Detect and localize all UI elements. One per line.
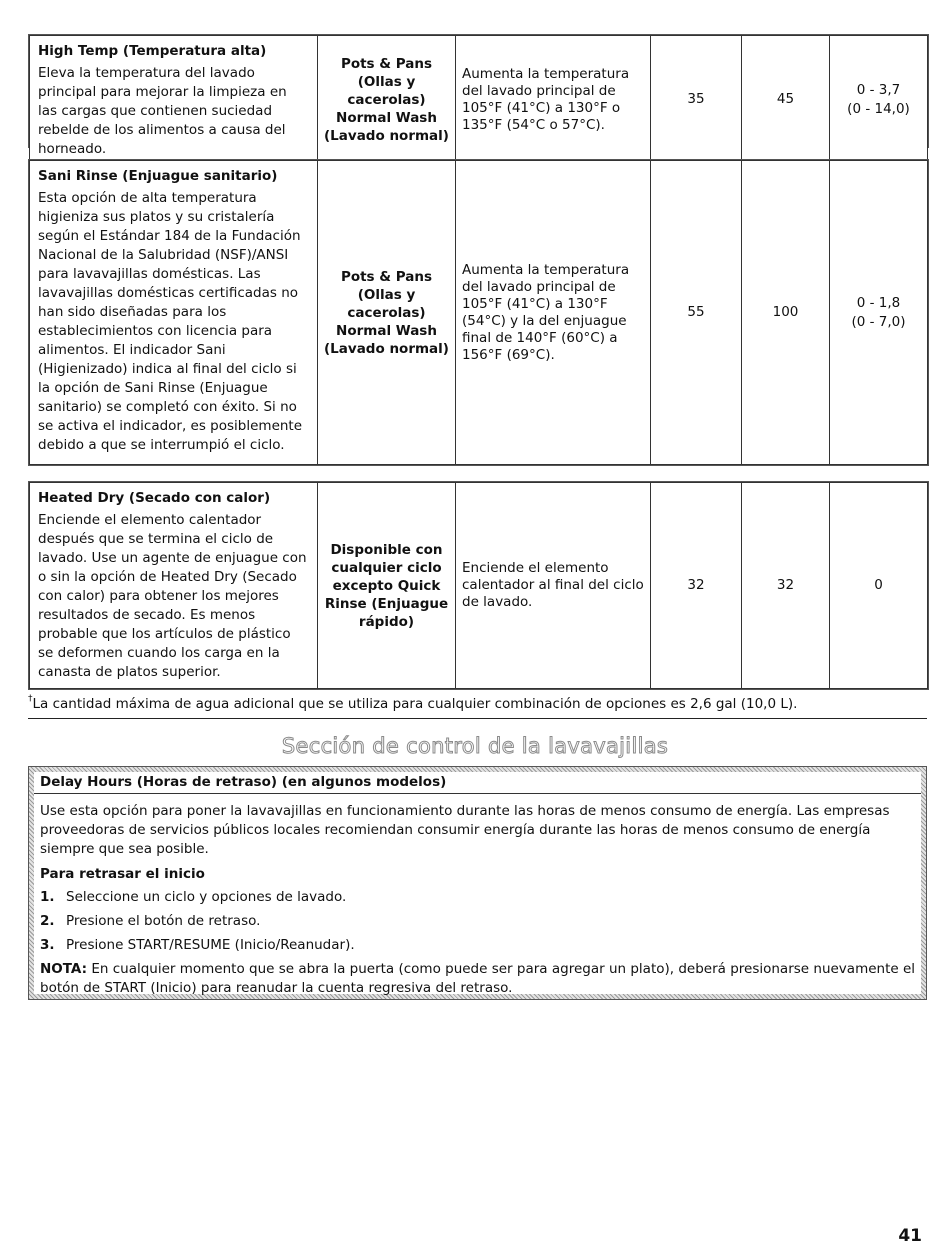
option-cycles xyxy=(318,483,456,689)
option-water xyxy=(830,483,928,689)
delay-steps xyxy=(40,888,917,955)
option-description-cell xyxy=(30,483,318,689)
footnote xyxy=(28,696,927,719)
cycle-line: cualquier ciclo xyxy=(331,559,442,576)
water-gal: 0 - 1,8 xyxy=(856,294,901,311)
cycle-line: (Lavado normal) xyxy=(324,127,449,144)
option-table xyxy=(29,35,928,164)
water-gal: 0 xyxy=(874,577,883,593)
delay-hours-panel xyxy=(34,772,921,994)
option-result: Enciende el elemento calentador al final del ciclo de lavado. xyxy=(456,483,651,689)
cycle-line: Pots & Pans xyxy=(340,55,433,72)
footnote-text: La cantidad máxima de agua adicional que se utiliza para cualquier combinación de opciones es 2,6 gal (10,0 L). xyxy=(32,696,798,712)
delay-intro: Use esta opción para poner la lavavajillas en funcionamiento durante las horas de menos consumo de energía. Las empresas proveedoras de servicios públicos locales recomiendan consumir energía durante las horas de menos consumo de energía siempre que sea posible. xyxy=(40,803,890,857)
option-block-heated-dry xyxy=(28,481,929,690)
option-description-cell xyxy=(30,161,318,465)
option-block-high-temp xyxy=(28,34,929,157)
cycle-line: Rinse (Enjuague xyxy=(324,595,449,612)
option-table xyxy=(29,482,928,689)
option-title: Sani Rinse (Enjuague sanitario) xyxy=(38,168,278,184)
cycle-line: Normal Wash xyxy=(336,322,437,339)
option-description: Eleva la temperatura del lavado principal para mejorar la limpieza en las cargas que contienen suciedad rebelde de los alimentos a causa del horneado. xyxy=(38,65,287,157)
option-result: Aumenta la temperatura del lavado principal de 105°F (41°C) a 130°F (54°C) y la del enjuague final de 140°F (60°C) a 156°F (69°C). xyxy=(456,161,651,465)
note-label: NOTA: xyxy=(40,961,88,977)
option-cycles xyxy=(318,36,456,164)
cycle-line: excepto Quick xyxy=(332,577,441,594)
water-liters: (0 - 7,0) xyxy=(851,313,906,330)
cycle-line: rápido) xyxy=(358,613,415,630)
list-item xyxy=(40,912,917,931)
cycle-line: (Ollas y xyxy=(357,73,416,90)
option-description: Enciende el elemento calentador después que se termina el ciclo de lavado. Use un agente de enjuague con o sin la opción de Heated Dry (Secado con calor) para obtener los mejores resultados de secado. Es menos probable que los artículos de plástico se deformen cuando los carga en la canasta de platos superior. xyxy=(38,512,307,680)
delay-note xyxy=(40,960,917,998)
cycle-line: Pots & Pans xyxy=(340,268,433,285)
cycle-line: Normal Wash xyxy=(336,109,437,126)
footnote-mark: † xyxy=(28,694,33,704)
cycle-line: (Ollas y xyxy=(357,286,416,303)
note-text: En cualquier momento que se abra la puerta (como puede ser para agregar un plato), deberá presionarse nuevamente el botón de START (Inicio) para reanudar la cuenta regresiva del retraso. xyxy=(40,961,916,996)
step-number: 3. xyxy=(40,937,55,953)
option-description-cell xyxy=(30,36,318,164)
water-gal: 0 - 3,7 xyxy=(856,81,901,98)
cycle-line: Disponible con xyxy=(330,541,443,558)
option-value-b: 32 xyxy=(742,483,830,689)
option-value-a: 35 xyxy=(651,36,742,164)
delay-hours-content xyxy=(34,794,921,998)
option-description: Esta opción de alta temperatura higieniza sus platos y su cristalería según el Estándar 184 de la Fundación Nacional de la Salubridad (NSF)/ANSI para lavavajillas domésticas. Las lavavajillas domésticas certificadas no han sido diseñadas para los establecimientos con licencia para alimentos. El indicador Sani (Higienizado) indica al final del ciclo si la opción de Sani Rinse (Enjuague sanitario) se completó con éxito. Si no se activa el indicador, es posiblemente debido a que se interrumpió el ciclo. xyxy=(38,190,303,453)
step-number: 2. xyxy=(40,913,55,929)
option-water xyxy=(830,36,928,164)
step-number: 1. xyxy=(40,889,55,905)
step-text: Presione START/RESUME (Inicio/Reanudar). xyxy=(66,937,355,953)
option-cycles xyxy=(318,161,456,465)
water-liters: (0 - 14,0) xyxy=(847,100,910,117)
option-block-sani-rinse xyxy=(28,159,929,466)
cycle-line: (Lavado normal) xyxy=(324,340,449,357)
list-item xyxy=(40,888,917,907)
list-item xyxy=(40,936,917,955)
option-title: High Temp (Temperatura alta) xyxy=(38,43,267,59)
delay-hours-heading: Delay Hours (Horas de retraso) (en algunos modelos) xyxy=(34,772,921,794)
cycle-line: cacerolas) xyxy=(347,91,426,108)
cycle-line: cacerolas) xyxy=(347,304,426,321)
option-value-a: 32 xyxy=(651,483,742,689)
option-title: Heated Dry (Secado con calor) xyxy=(38,490,271,506)
option-value-a: 55 xyxy=(651,161,742,465)
option-value-b: 100 xyxy=(742,161,830,465)
step-text: Seleccione un ciclo y opciones de lavado. xyxy=(66,889,347,905)
section-title: Sección de control de la lavavajillas xyxy=(281,734,669,758)
step-text: Presione el botón de retraso. xyxy=(66,913,261,929)
delay-subheading: Para retrasar el inicio xyxy=(40,866,205,882)
page-number: 41 xyxy=(898,1226,922,1246)
option-result: Aumenta la temperatura del lavado principal de 105°F (41°C) a 130°F o 135°F (54°C o 57°C). xyxy=(456,36,651,164)
option-water xyxy=(830,161,928,465)
delay-hours-box xyxy=(28,766,927,1000)
option-value-b: 45 xyxy=(742,36,830,164)
option-table xyxy=(29,160,928,465)
